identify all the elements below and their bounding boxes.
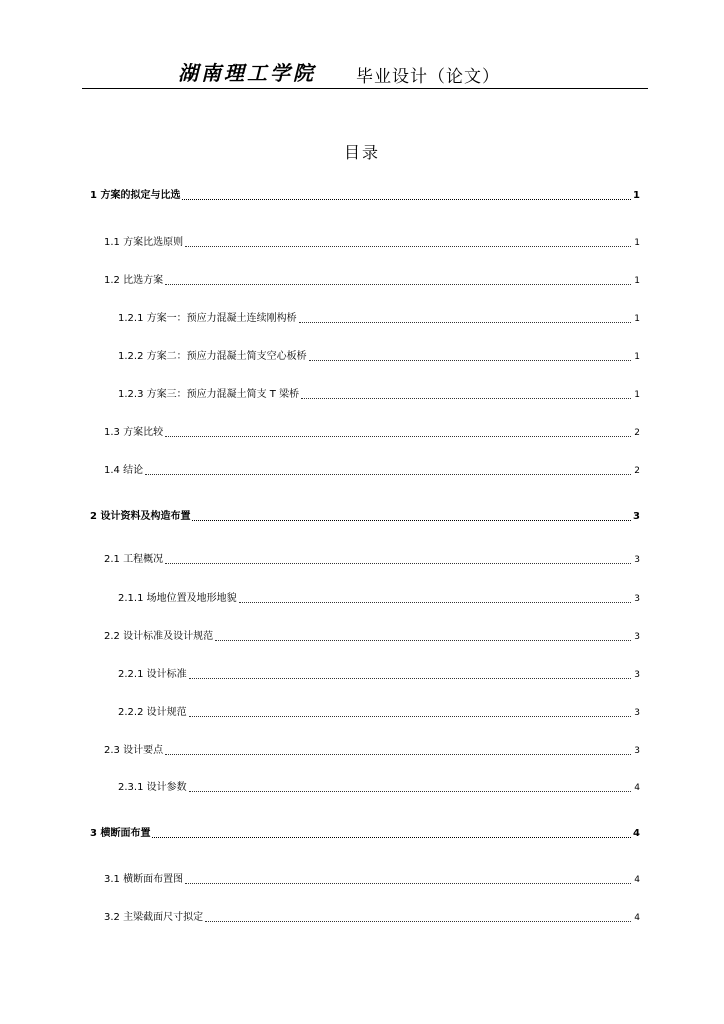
toc-entry[interactable] [104,235,640,249]
toc-entry[interactable] [104,872,640,886]
toc-entry[interactable] [118,387,640,401]
toc-entry-label: 2.1.1 场地位置及地形地貌 [118,593,237,604]
toc-entry[interactable] [90,509,640,523]
school-name: 湖南理工学院 [178,61,316,85]
toc-leader-dots [309,360,631,361]
toc-entry-page: 3 [633,511,640,522]
toc-entry-page: 4 [633,828,640,839]
toc-entry-label: 1.4 结论 [104,465,144,476]
toc-entry[interactable] [90,188,640,202]
toc-leader-dots [192,520,631,521]
toc-leader-dots [189,716,631,717]
toc-entry-page: 2 [634,428,640,438]
toc-entry-label: 3.2 主梁截面尺寸拟定 [104,912,204,923]
toc-entry-label: 2.3 设计要点 [104,745,164,756]
toc-entry[interactable] [118,780,640,794]
toc-entry-label: 2.3.1 设计参数 [118,782,187,793]
toc-leader-dots [145,474,631,475]
toc-leader-dots [165,754,631,755]
toc-leader-dots [299,322,631,323]
toc-entry[interactable] [104,629,640,643]
toc-leader-dots [165,284,631,285]
toc-entry-page: 3 [634,746,640,756]
toc-entry-page: 1 [634,390,640,400]
toc-leader-dots [205,921,631,922]
toc-entry-label: 3 横断面布置 [90,828,151,839]
toc-entry[interactable] [90,826,640,840]
toc-entry[interactable] [118,667,640,681]
toc-leader-dots [215,640,631,641]
toc-entry-page: 1 [634,238,640,248]
toc-entry-label: 2.2.2 设计规范 [118,707,187,718]
toc-entry-label: 2.2.1 设计标准 [118,669,187,680]
toc-entry[interactable] [104,425,640,439]
thesis-type: 毕业设计（论文） [356,67,500,87]
toc-leader-dots [185,246,631,247]
toc-leader-dots [239,602,631,603]
toc-entry-page: 3 [634,594,640,604]
toc-entry[interactable] [118,311,640,325]
toc-entry[interactable] [104,273,640,287]
toc-entry-page: 3 [634,632,640,642]
toc-entry-page: 4 [634,913,640,923]
toc-entry-page: 4 [634,783,640,793]
toc-leader-dots [185,883,631,884]
toc-entry-label: 2 设计资料及构造布置 [90,511,191,522]
toc-entry[interactable] [104,910,640,924]
toc-entry-page: 3 [634,555,640,565]
toc-entry-label: 2.1 工程概况 [104,554,164,565]
toc-entry[interactable] [104,552,640,566]
toc-leader-dots [152,837,631,838]
toc-entry-page: 1 [633,190,640,201]
toc-entry-page: 1 [634,352,640,362]
toc-entry-page: 3 [634,708,640,718]
toc-leader-dots [189,678,631,679]
toc-entry[interactable] [104,463,640,477]
toc-leader-dots [189,791,631,792]
toc-entry-label: 1.2.2 方案二：预应力混凝土简支空心板桥 [118,351,307,362]
toc-entry-label: 1.2.1 方案一：预应力混凝土连续刚构桥 [118,313,297,324]
toc-entry-label: 1.2.3 方案三：预应力混凝土简支 T 梁桥 [118,389,300,400]
toc-entry-label: 1 方案的拟定与比选 [90,190,181,201]
toc-entry-label: 1.2 比选方案 [104,275,164,286]
toc-entry[interactable] [118,349,640,363]
toc-entry-page: 1 [634,314,640,324]
toc-leader-dots [165,436,631,437]
toc-leader-dots [301,398,631,399]
toc-title: 目录 [343,143,380,162]
toc-entry[interactable] [118,591,640,605]
toc-entry-page: 2 [634,466,640,476]
toc-entry-label: 1.1 方案比选原则 [104,237,184,248]
toc-leader-dots [165,563,631,564]
toc-leader-dots [182,199,631,200]
toc-entry-label: 1.3 方案比较 [104,427,164,438]
toc-entry[interactable] [118,705,640,719]
toc-entry-label: 2.2 设计标准及设计规范 [104,631,214,642]
toc-entry-label: 3.1 横断面布置图 [104,874,184,885]
toc-entry-page: 4 [634,875,640,885]
toc-entry[interactable] [104,743,640,757]
toc-entry-page: 3 [634,670,640,680]
toc-entry-page: 1 [634,276,640,286]
